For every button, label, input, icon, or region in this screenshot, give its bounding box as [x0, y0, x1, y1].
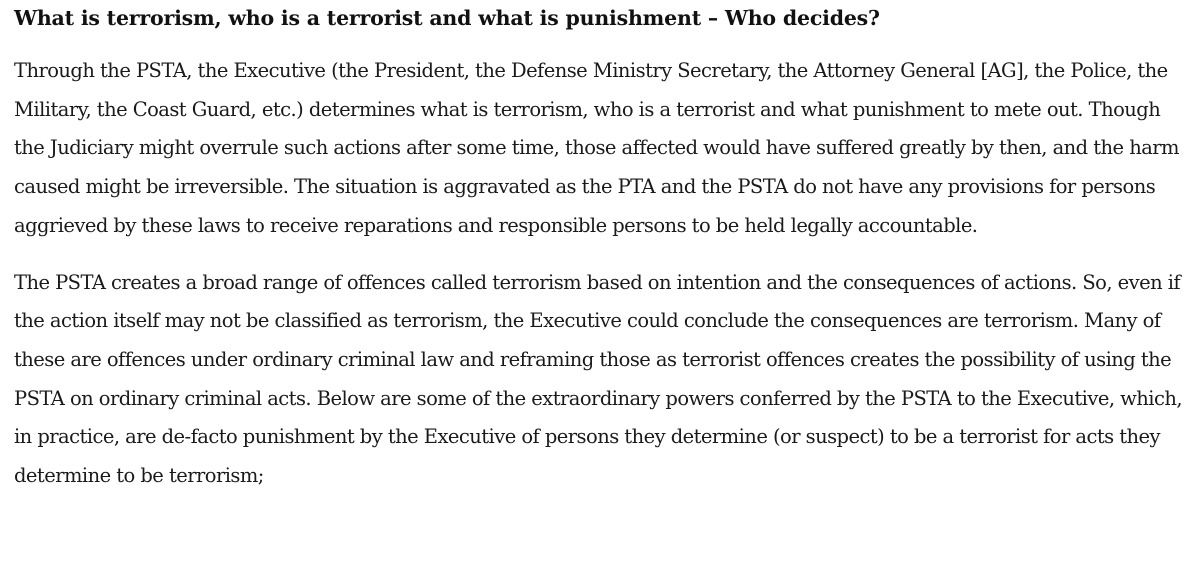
section-heading: What is terrorism, who is a terrorist and what is punishment – Who decides? — [14, 6, 880, 30]
paragraph-executive-determines: Through the PSTA, the Executive (the President, the Defense Ministry Secretary, the Attorney General [AG], the Police, the Military, the Coast Guard, etc.) determines what is terrorism, who is a terrorist and what punishment to mete out. Though the Judiciary might overrule such actions after some time, those affected would have suffered greatly by then, and the harm caused might be irreversible. The situation is aggravated as the PTA and the PSTA do not have any provisions for persons aggrieved by these laws to receive reparations and responsible persons to be held legally accountable. — [14, 59, 1179, 237]
paragraph-broad-offences: The PSTA creates a broad range of offences called terrorism based on intention and the consequences of actions. So, even if the action itself may not be classified as terrorism, the Executive could conclude the consequences are terrorism. Many of these are offences under ordinary criminal law and reframing those as terrorist offences creates the possibility of using the PSTA on ordinary criminal acts. Below are some of the extraordinary powers conferred by the PSTA to the Executive, which, in practice, are de-facto punishment by the Executive of persons they determine (or suspect) to be a terrorist for acts they determine to be terrorism; — [14, 270, 1182, 488]
